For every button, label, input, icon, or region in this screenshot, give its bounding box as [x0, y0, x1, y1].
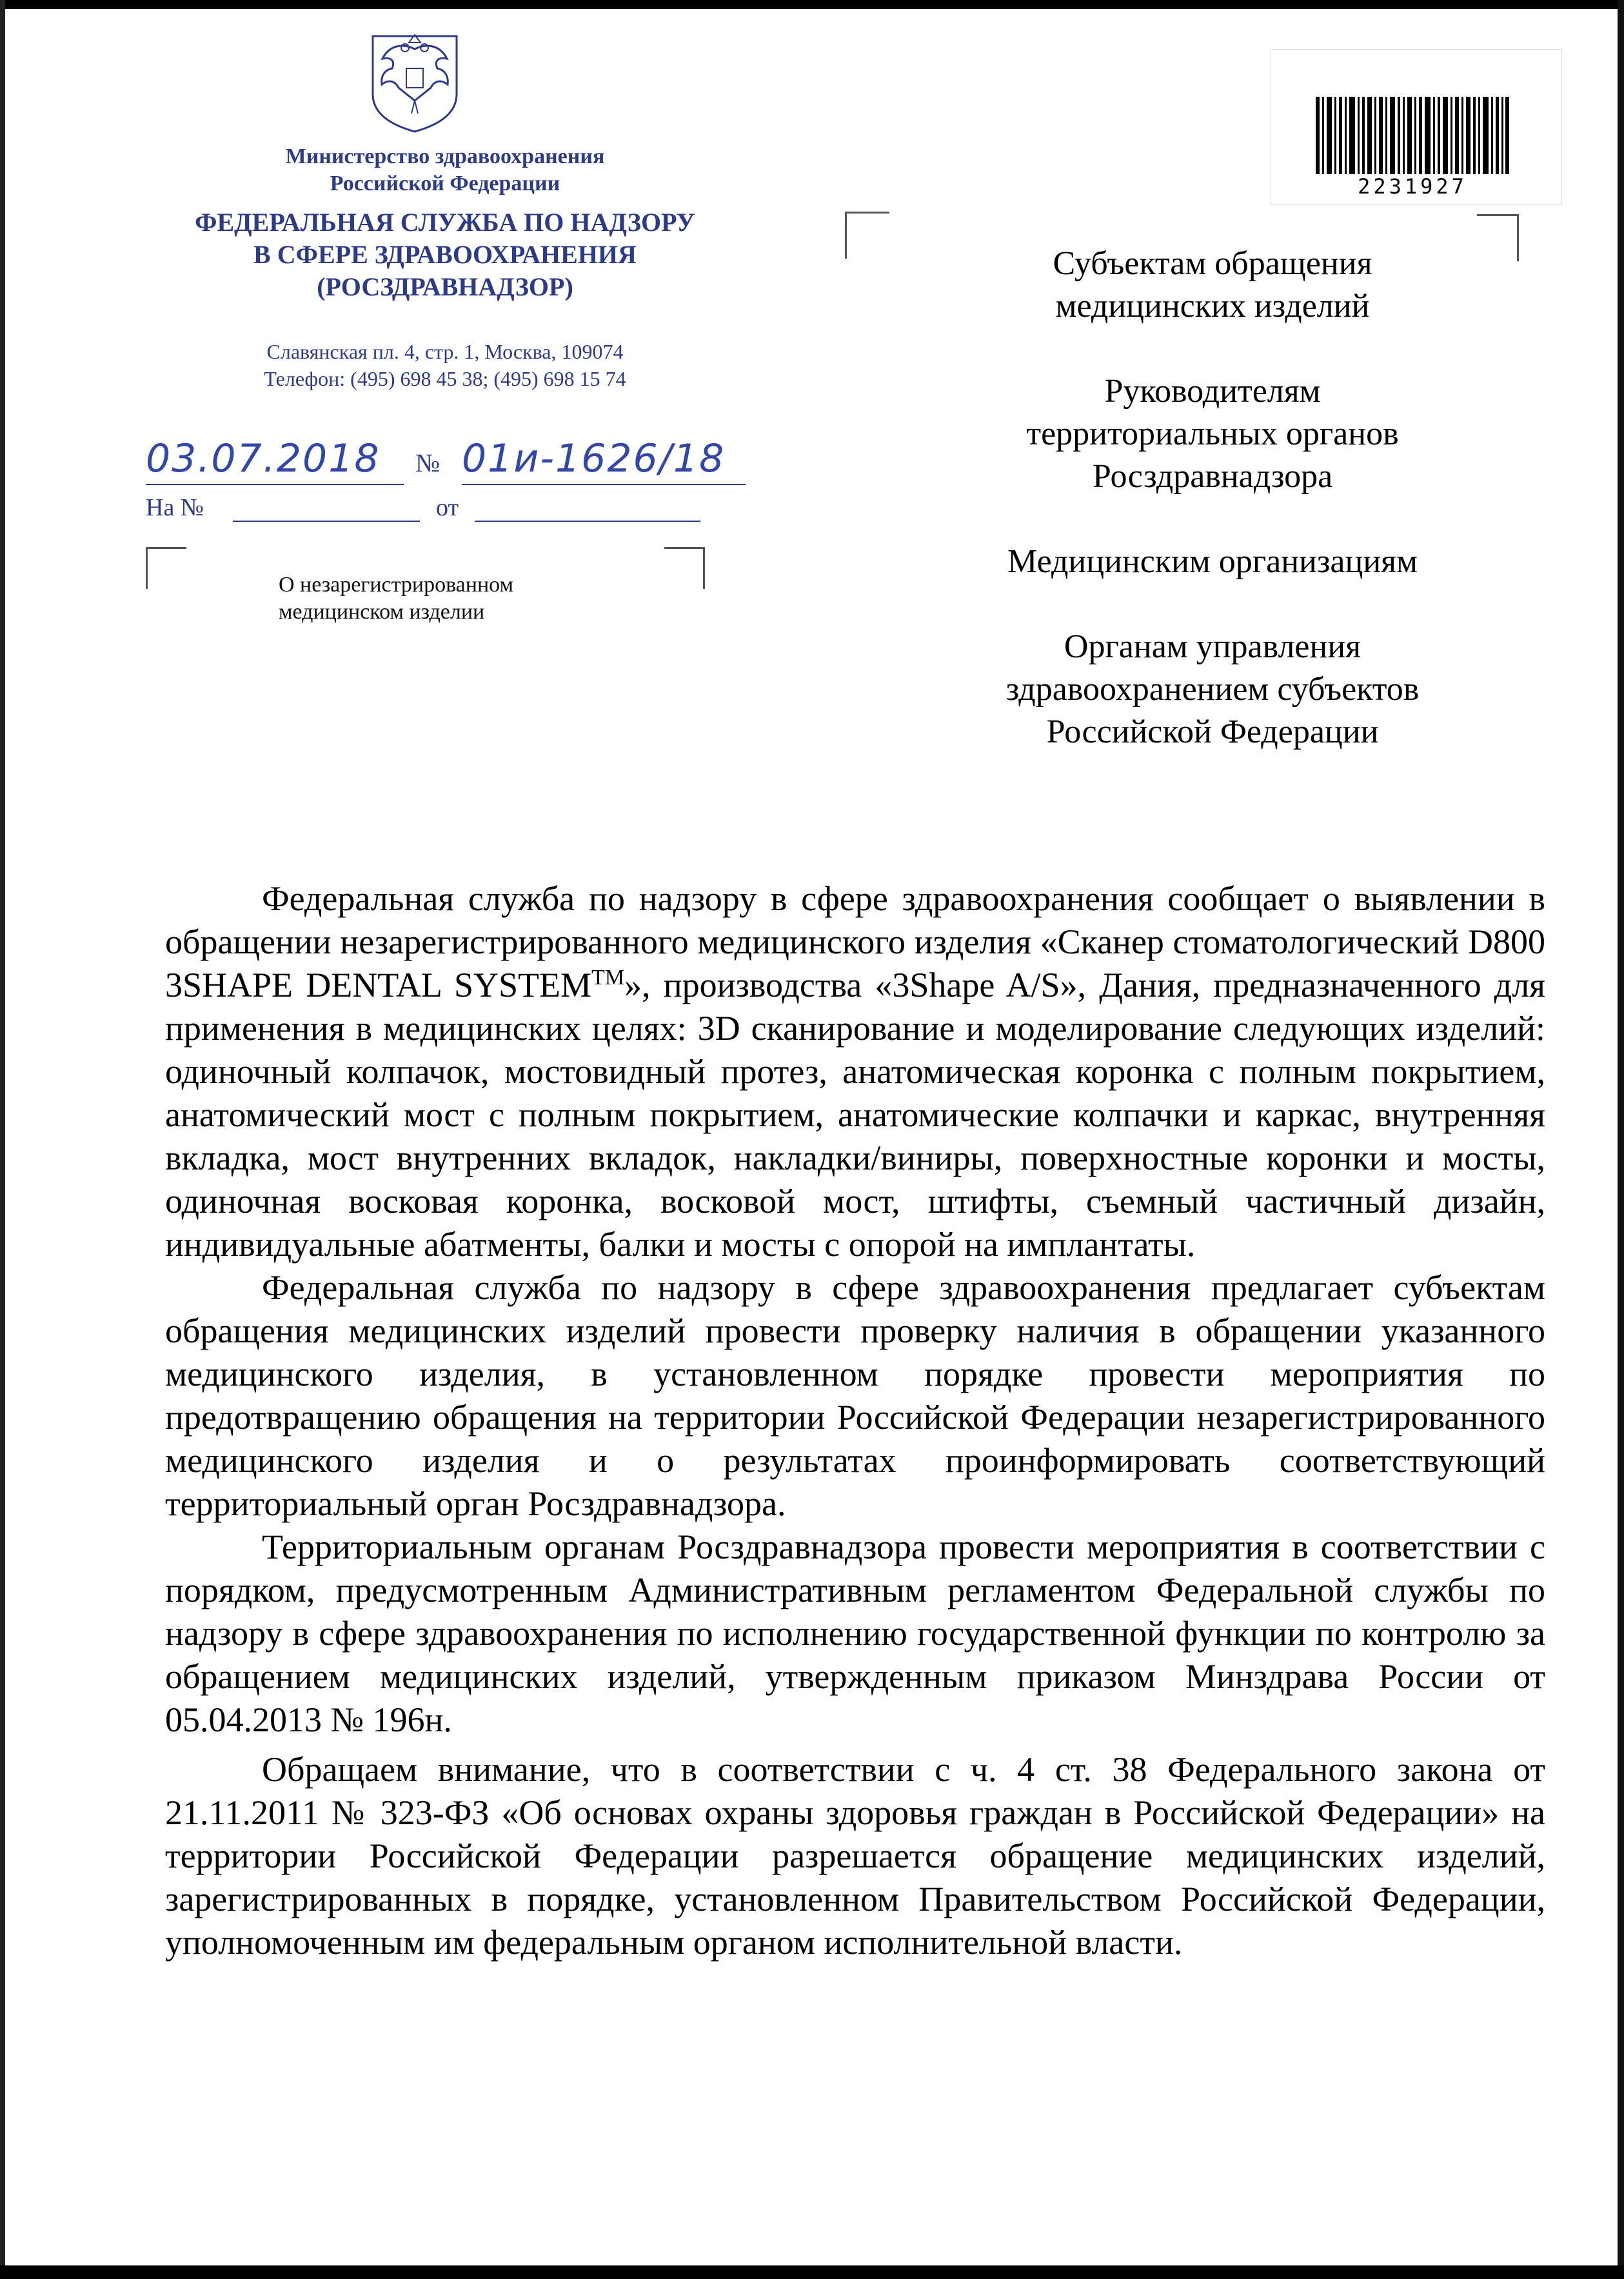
addressee-4: Органам управления здравоохранением субъектов Российской Федерации	[1005, 628, 1420, 750]
address-block	[168, 338, 722, 392]
ref-from-label: от	[436, 494, 459, 521]
address-line-2: Телефон: (495) 698 45 38; (495) 698 15 74	[264, 367, 626, 390]
number-underline	[462, 484, 746, 485]
addressee-2: Руководителям территориальных органов Росздравнадзора	[1026, 373, 1399, 495]
subject-line-1: О незарегистрированном	[279, 573, 514, 597]
ref-number-underline	[233, 521, 420, 522]
service-line-3: (РОСЗДРАВНАДЗОР)	[317, 272, 573, 301]
ministry-line-1: Министерство здравоохранения	[285, 144, 605, 168]
service-name	[123, 206, 767, 303]
subject-corner-left	[146, 547, 186, 589]
barcode-number: 2231927	[1358, 174, 1467, 199]
paragraph-1	[165, 877, 1545, 1266]
addressee-3: Медицинским организациям	[1007, 543, 1418, 580]
scan-border-left	[0, 0, 5, 2279]
paragraph-3: Территориальным органам Росздравнадзора провести мероприятия в соответствии с порядком, предусмотренным Административным регламентом Федеральной службы по надзору в сфере здравоохранения по исполнению государственной функции по контролю за обращением медицинских изделий, утвержденным приказом Минздрава России от 05.04.2013 № 196н.	[165, 1528, 1545, 1739]
ref-number-label: На №	[146, 494, 204, 521]
trademark-mark: TM	[591, 966, 625, 990]
addressee-list	[922, 243, 1503, 796]
service-line-1: ФЕДЕРАЛЬНАЯ СЛУЖБА ПО НАДЗОРУ	[195, 208, 695, 237]
ministry-line-2: Российской Федерации	[330, 172, 560, 195]
address-line-1: Славянская пл. 4, стр. 1, Москва, 109074	[266, 340, 624, 363]
registration-date: 03.07.2018	[146, 436, 381, 481]
registration-line	[146, 436, 855, 494]
ref-from-underline	[475, 521, 700, 522]
date-underline	[146, 484, 404, 485]
scan-border-right	[1618, 0, 1624, 2279]
paragraph-1-start: Федеральная служба по надзору в сфере здравоохранения сообщает о выявлении в обращении незарегистрированного медицинского изделия «Сканер стоматологический D800 3SHAPE DENTAL SYSTEM	[165, 879, 1545, 1004]
service-line-2: В СФЕРЕ ЗДРАВООХРАНЕНИЯ	[253, 240, 637, 269]
paragraph-2: Федеральная служба по надзору в сфере здравоохранения предлагает субъектам обращения медицинских изделий провести проверку наличия в обращении указанного медицинского изделия, в установленном порядке провести мероприятия по предотвращению обращения на территории Российской Федерации незарегистрированного медицинского изделия и о результатах проинформировать соответствующий территориальный орган Росздравнадзора.	[165, 1268, 1545, 1523]
subject-corner-right	[664, 547, 705, 589]
subject-line-2: медицинском изделии	[279, 600, 485, 624]
paragraph-4: Обращаем внимание, что в соответствии с ч. 4 ст. 38 Федерального закона от 21.11.2011 № 323-ФЗ «Об основах охраны здоровья граждан в Российской Федерации» на территории Российской Федерации разрешается обращение медицинских изделий, зарегистрированных в порядке, установленном Правительством Российской Федерации, уполномоченным им федеральным органом исполнительной власти.	[165, 1750, 1545, 1962]
subject-block	[279, 572, 601, 626]
letter-body	[165, 877, 1545, 1964]
registration-number: 01и-1626/18	[462, 436, 726, 481]
coat-of-arms-icon	[366, 23, 463, 133]
reference-line	[146, 493, 726, 526]
scan-border-top	[0, 0, 1624, 9]
paragraph-1-end: », производства «3Shape A/S», Дания, предназначенного для применения в медицинских целях: 3D сканирование и моделирование следующих изделий: одиночный колпачок, мостовидный протез, анатомическая коронка с полным покрытием, анатомический мост с полным покрытием, анатомические колпачки и каркас, внутренняя вкладка, мост внутренних вкладок, накладки/виниры, поверхностные коронки и мосты, одиночная восковая коронка, восковой мост, штифты, съемный частичный дизайн, индивидуальные абатменты, балки и мосты с опорой на имплантаты.	[165, 966, 1545, 1264]
barcode-icon	[1316, 97, 1509, 174]
ministry-name	[193, 143, 697, 197]
number-label: №	[415, 448, 441, 477]
scan-border-bottom	[0, 2265, 1624, 2279]
addressee-1: Субъектам обращения медицинских изделий	[1053, 245, 1372, 324]
addressee-corner-left	[845, 212, 889, 259]
